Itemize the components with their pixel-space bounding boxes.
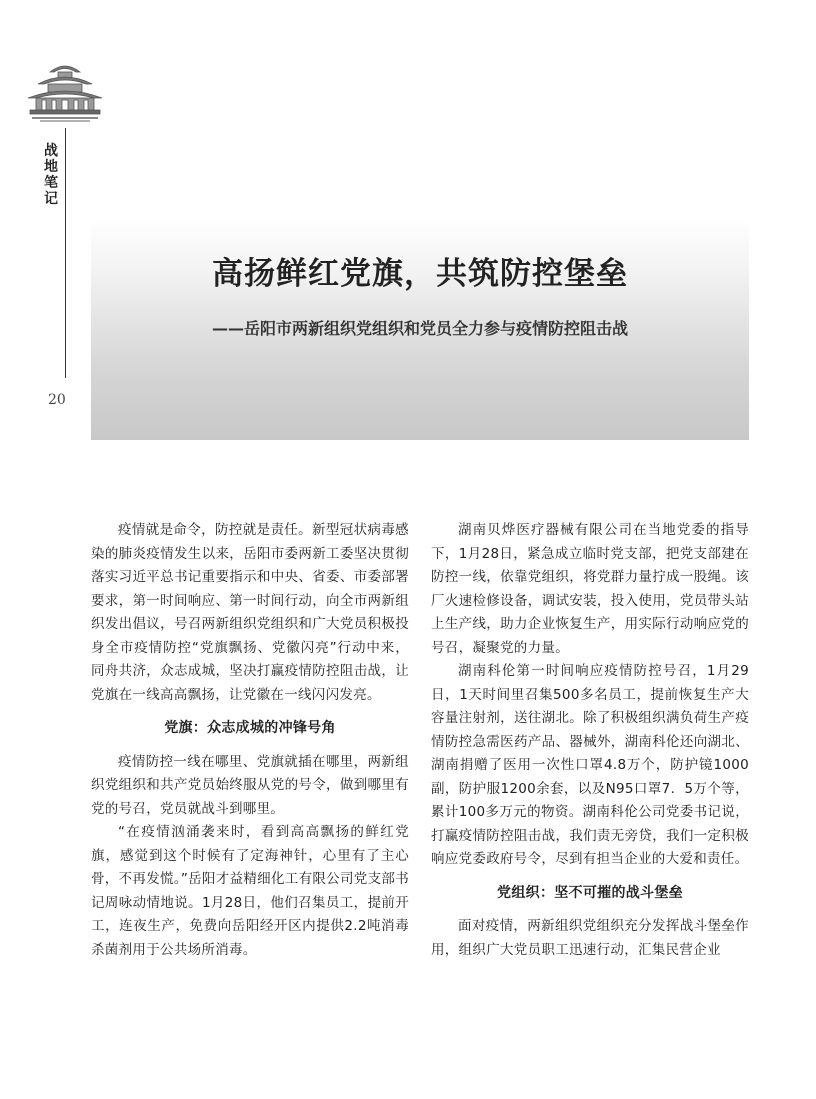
article-subtitle: ——岳阳市两新组织党组织和党员全力参与疫情防控阻击战: [211, 319, 628, 338]
paragraph: 湖南贝烨医疗器械有限公司在当地党委的指导下，1月28日，紧急成立临时党支部，把党支部建在防控一线，依靠党组织，将党群力量拧成一股绳。该厂火速检修设备，调试安装，投入使用，党员带头站上生产线，助力企业恢复生产，用实际行动响应党的号召，凝聚党的力量。: [431, 522, 749, 656]
section-label-char: 地: [44, 159, 58, 175]
paragraph: 疫情就是命令，防控就是责任。新型冠状病毒感染的肺炎疫情发生以来，岳阳市委两新工委坚决贯彻落实习近平总书记重要指示和中央、省委、市委部署要求，第一时间响应、第一时间行动，向全市两新组织发出倡议，号召两新组织党组织和广大党员积极投身全市疫情防控“党旗飘扬、党徽闪亮”行动中来，同舟共济，众志成城，坚决打赢疫情防控阻击战，让党旗在一线高高飘扬，让党徽在一线闪闪发亮。: [91, 522, 409, 703]
paragraph: 湖南科伦第一时间响应疫情防控号召，1月29日，1天时间里召集500多名员工，提前恢复生产大容量注射剂，送往湖北。除了积极组织满负荷生产疫情防控急需医药产品、器械外，湖南科伦还向湖北、湖南捐赠了医用一次性口罩4.8万个，防护镜1000副，防护服1200余套，以及N95口罩7．5万个等，累计100多万元的物资。湖南科伦公司党委书记说，打赢疫情防控阻击战，我们责无旁贷，我们一定积极响应党委政府号令，尽到有担当企业的大爱和责任。: [431, 663, 749, 867]
pavilion-logo: [20, 58, 110, 128]
page-number: 20: [48, 392, 66, 408]
section-heading: 党旗：众志成城的冲锋号角: [164, 720, 336, 736]
paragraph: 面对疫情，两新组织党组织充分发挥战斗堡垒作用，组织广大党员职工迅速行动，汇集民营企业: [431, 918, 749, 958]
sidebar-divider: [65, 128, 66, 378]
left-column: [91, 519, 409, 962]
section-label-char: 记: [44, 191, 58, 207]
section-label-char: 战: [44, 143, 58, 159]
paragraph: 疫情防控一线在哪里、党旗就插在哪里，两新组织党组织和共产党员始终服从党的号令，做到哪里有党的号召，党员就战斗到哪里。: [91, 753, 409, 817]
section-label: [42, 143, 60, 207]
right-column: [431, 519, 749, 962]
section-label-char: 笔: [44, 175, 58, 191]
paragraph: “在疫情汹涌袭来时，看到高高飘扬的鲜红党旗，感觉到这个时候有了定海神针，心里有了主心骨，不再发慌。”岳阳才益精细化工有限公司党支部书记周咏动情地说。1月28日，他们召集员工，提前开工，连夜生产，免费向岳阳经开区内提供2.2吨消毒杀菌剂用于公共场所消毒。: [91, 824, 409, 958]
title-banner: [91, 218, 749, 440]
article-title: 高扬鲜红党旗，共筑防控堡垒: [212, 256, 628, 292]
section-heading: 党组织：坚不可摧的战斗堡垒: [497, 884, 683, 901]
